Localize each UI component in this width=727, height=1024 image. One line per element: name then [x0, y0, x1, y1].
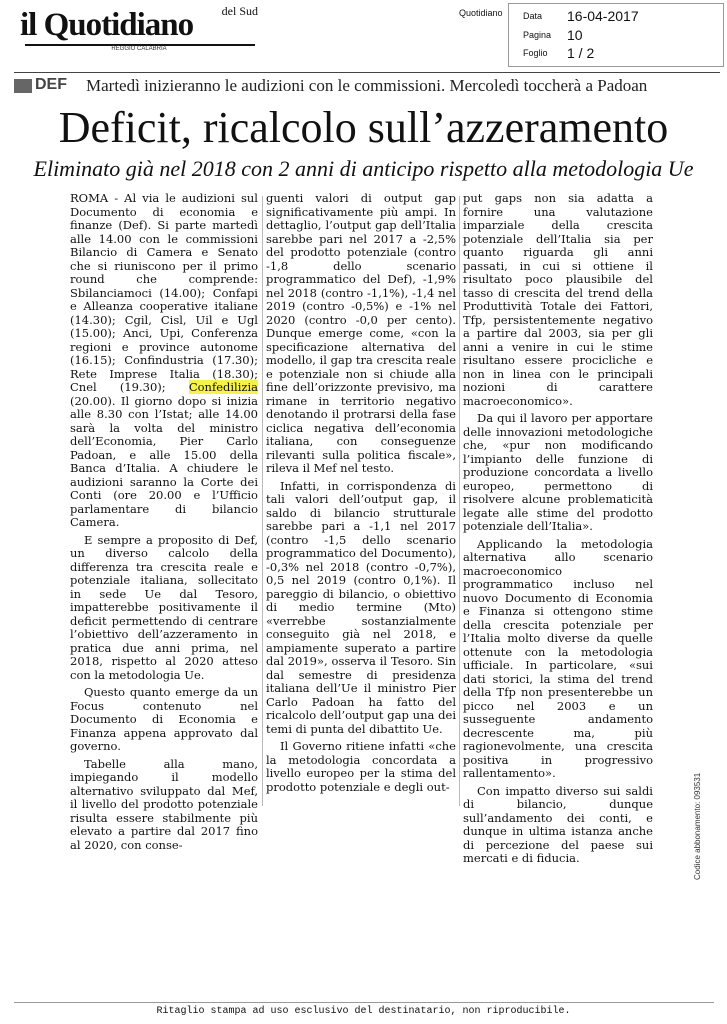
- paragraph: guenti valori di output gap significativamente più ampi. In dettaglio, l’output gap dell’Italia sarebbe pari nel 2017 a -2,5% del prodotto potenziale (contro -1,8 dello scenario programmatico del Def), -1,9% nel 2018 (contro -1,1%), -1,4 nel 2019 (contro -0,5%) e -1% nel 2020 (contro -0,0 per cento). Dunque emerge come, «con la specificazione alternativa del modello, il gap tra crescita reale e potenziale non si chiude alla fine dell’orizzonte previsivo, ma rimane in territorio negativo denotando il protrarsi della fase ciclica negativa dell’economia italiana, con conseguenze rilevanti sulla politica fiscale», rileva il Mef nel testo.: [266, 191, 457, 475]
- section-square-icon: [14, 79, 32, 93]
- paragraph: [70, 192, 258, 530]
- paragraph: Infatti, in corrispondenza di tali valori dell’output gap, il saldo di bilancio strutturale sarebbe pari a -1,1 nel 2017 (contro -1,5 dello scenario programmatico del Documento), -0,3% nel 2018 (contro -0,7%), 0,5 nel 2019 (contro 0,1%). Il pareggio di bilancio, o obiettivo di medio termine (Mto) «verrebbe sostanzialmente conseguito già nel 2018, e ampiamente superato a partire dal 2019», osserva il Tesoro. Sin dal semestre di presidenza italiana dell’Ue il ministro Pier Carlo Padoan ha fatto del ricalcolo dell’output gap una dei temi di punta del dibattito Ue.: [266, 478, 456, 736]
- newspaper-label: Quotidiano: [459, 8, 503, 18]
- paragraph: Con impatto diverso sui saldi di bilancio, dunque sull’andamento dei conti, e dunque in ultima istanza anche di percezione del paese sui mercati e di fiducia.: [463, 783, 653, 865]
- kicker-text: Martedì inizieranno le audizioni con le commissioni. Mercoledì toccherà a Padoan: [86, 76, 648, 95]
- newspaper-logo: [20, 4, 258, 52]
- logo-city: REGGIO CALABRIA: [111, 46, 167, 52]
- article-column-3: [463, 192, 653, 870]
- paragraph: put gaps non sia adatta a fornire una valutazione imparziale della crescita potenziale dell’Italia sia per quanto riguarda gli anni passati, in cui si ottiene il risultato poco plausibile del tasso di crescita del trend della Produttività Totale dei Fattori, Tfp, persistentemente negativo a partire dal 2003, sia per gli anni a venire in cui le stime risultano essere procicliche e non in linea con le principali nozioni di carattere macroeconomico».: [463, 191, 653, 408]
- subscription-code: Codice abbonamento: 093531: [693, 772, 702, 880]
- section-label: DEF: [35, 76, 67, 93]
- meta-key: Data: [523, 11, 543, 21]
- kicker-row: [14, 75, 720, 99]
- meta-box: [508, 3, 724, 67]
- meta-row-date: [509, 8, 723, 24]
- subheadline: Eliminato già nel 2018 con 2 anni di anticipo rispetto alla metodologia Ue: [33, 156, 694, 181]
- paragraph: Applicando la metodologia alternativa allo scenario macroeconomico programmatico incluso nel nuovo Documento di Economia e Finanza si ottengono stime della crescita potenziale per l’Italia molto diverse da quelle ottenute con la metodologia ufficiale. In particolare, «sui dati storici, la stima del trend della Tfp non presenterebbe un picco nel 2003 e un susseguente andamento decrescente ma, più ragionevolmente, una crescita positiva in progressivo rallentamento».: [463, 536, 653, 780]
- meta-row-sheet: [509, 45, 723, 61]
- meta-value: 16-04-2017: [567, 8, 639, 24]
- column-divider: [262, 196, 263, 806]
- paragraph: Il Governo ritiene infatti «che la metodologia concordata a livello europeo per la stima del prodotto potenziale e degli out-: [266, 739, 456, 794]
- logo-name: il Quotidiano: [20, 7, 194, 43]
- highlighted-text: Confedilizia: [188, 380, 258, 394]
- article-column-1: [70, 192, 258, 856]
- masthead: [0, 0, 727, 70]
- paragraph: E sempre a proposito di Def, un diverso calcolo della differenza tra crescita reale e potenziale italiana, sollecitato in sede Ue dal Tesoro, impatterebbe positivamente il deficit permettendo di centrare l’obiettivo dell’azzeramento in pratica due anni prima, nel 2018, rispetto al 2020 atteso con la metodologia Ue.: [70, 532, 258, 682]
- paragraph-text: ROMA - Al via le audizioni sul Documento di economia e finanze (Def). Si parte martedì alle 14.00 con le commissioni Bilancio di Camera e Senato che si riuniscono per il primo round che comprende: Sbilanciamoci (14.00); Confapi e Alleanza cooperative italiane (14.30); Cgil, Cisl, Uil e Ugl (15.00); Anci, Upi, Conferenza regioni e province autonome (16.15); Confindustria (17.30); Rete Imprese Italia (18.30); Cnel (19.30);: [70, 191, 258, 394]
- meta-row-page: [509, 27, 723, 43]
- headline: Deficit, ricalcolo sull’azzeramento: [58, 103, 669, 152]
- top-rule: [14, 72, 720, 73]
- paragraph: Tabelle alla mano, impiegando il modello alternativo sviluppato dal Mef, il livello del prodotto potenziale risulta essere stabilmente più elevato a partire dal 2017 fino al 2020, con conse-: [70, 756, 258, 852]
- footer-notice: Ritaglio stampa ad uso esclusivo del destinatario, non riproducibile.: [156, 1006, 571, 1017]
- article-column-2: [266, 192, 456, 798]
- paragraph-text: (20.00). Il giorno dopo si inizia alle 8.30 con l’Istat; alle 14.00 sarà la volta del ministro dell’Economia, Pier Carlo Padoan, e alle 15.00 della Banca d’Italia. A chiudere le audizioni saranno la Corte dei Conti (ore 20.00 e l’Ufficio parlamentare di bilancio Camera.: [70, 393, 258, 529]
- meta-value: 1 / 2: [567, 45, 595, 61]
- logo-sub: del Sud: [221, 4, 258, 18]
- meta-value: 10: [567, 27, 583, 43]
- meta-key: Foglio: [523, 48, 548, 58]
- column-divider: [459, 196, 460, 806]
- paragraph: Questo quanto emerge da un Focus contenuto nel Documento di Economia e Finanza appena approvato dal governo.: [70, 685, 258, 753]
- meta-key: Pagina: [523, 30, 552, 40]
- paragraph: Da qui il lavoro per apportare delle innovazioni metodologiche che, «pur non modificando l’impianto delle funzione di produzione concordata a livello europeo, permettono di risolvere alcune problematicità legate alle stime del prodotto potenziale dell’Italia».: [463, 411, 653, 533]
